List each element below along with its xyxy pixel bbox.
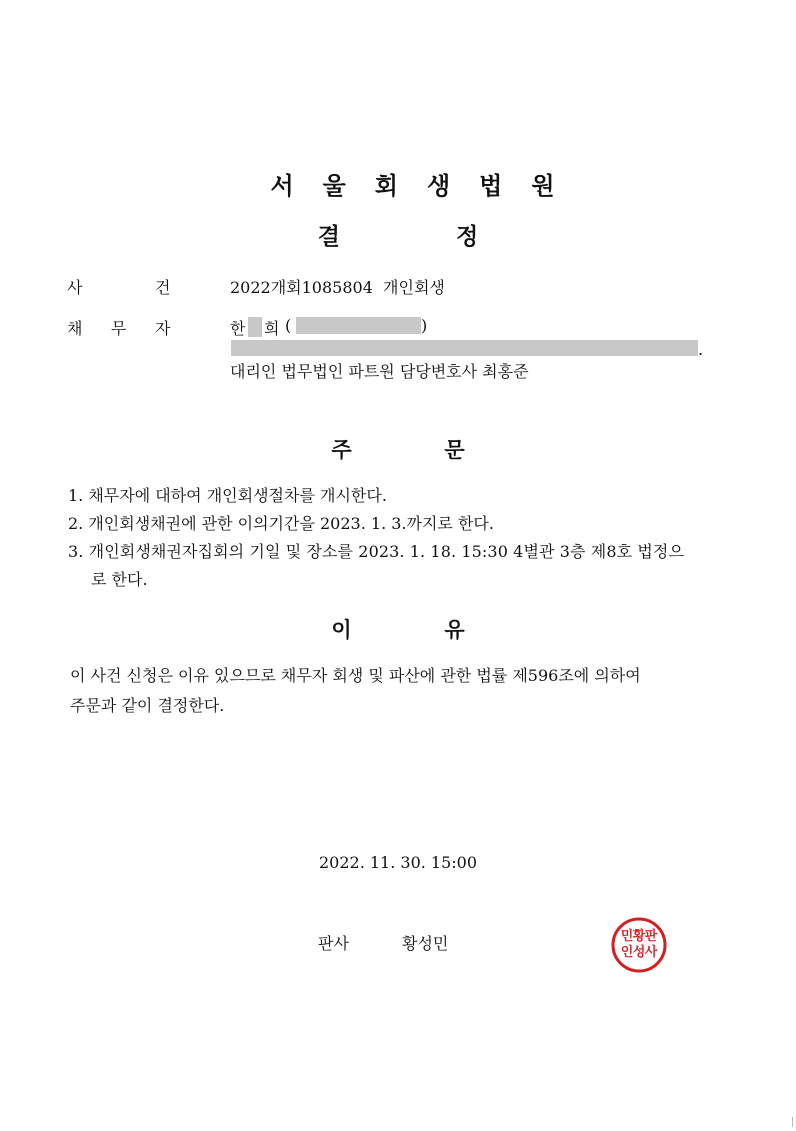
seal-char: 민 [620, 929, 634, 944]
seal-char: 판 [644, 929, 658, 944]
reason-line-2: 주문과 같이 결정한다. [70, 696, 225, 715]
debtor-label-2: 무 [111, 319, 127, 338]
redaction-address [231, 340, 698, 356]
reason-heading-right: 유 [444, 618, 465, 642]
debtor-name-last: 희 [264, 319, 280, 338]
debtor-paren-open: ( [285, 316, 292, 335]
judge-title: 판사 [318, 934, 349, 953]
seal-char: 사 [644, 945, 658, 960]
order-heading-right: 문 [444, 438, 465, 462]
seal-char: 황 [632, 929, 646, 944]
decision-datetime: 2022. 11. 30. 15:00 [318, 853, 478, 872]
redaction-id [296, 317, 421, 334]
order-heading-left: 주 [331, 438, 352, 462]
order-item-3: 3. 개인회생채권자집회의 기일 및 장소를 2023. 1. 18. 15:30 4별관 3층 제8호 법정으 [68, 542, 685, 561]
order-item-2: 2. 개인회생채권에 관한 이의기간을 2023. 1. 3.까지로 한다. [68, 514, 494, 533]
reason-heading-left: 이 [331, 618, 352, 642]
document-title [0, 218, 796, 251]
court-name: 서울회생법원 [270, 172, 584, 200]
document-title-right: 정 [456, 224, 479, 250]
redaction-name [248, 317, 262, 337]
case-label-2: 건 [155, 278, 171, 297]
case-number: 2022개회1085804 개인회생 [230, 278, 445, 297]
debtor-paren-close: ) [421, 316, 428, 335]
judge-seal-icon [610, 916, 668, 974]
debtor-label-3: 자 [155, 319, 171, 338]
case-label-1: 사 [67, 278, 83, 297]
seal-char: 성 [632, 945, 646, 960]
judge-name: 황성민 [402, 934, 449, 953]
seal-char: 인 [620, 945, 634, 960]
reason-heading [0, 614, 796, 644]
debtor-agent: 대리인 법무법인 파트원 담당변호사 최홍준 [230, 362, 529, 381]
document-title-left: 결 [317, 224, 340, 250]
debtor-name-first: 한 [230, 319, 246, 338]
reason-line-1: 이 사건 신청은 이유 있으므로 채무자 회생 및 파산에 관한 법률 제596조에 의하여 [70, 666, 641, 685]
address-period: . [698, 340, 704, 359]
order-item-3-cont: 로 한다. [91, 570, 148, 589]
order-heading [0, 434, 796, 464]
debtor-label-1: 채 [67, 319, 83, 338]
scroll-mark [792, 1117, 793, 1127]
order-item-1: 1. 채무자에 대하여 개인회생절차를 개시한다. [68, 486, 387, 505]
